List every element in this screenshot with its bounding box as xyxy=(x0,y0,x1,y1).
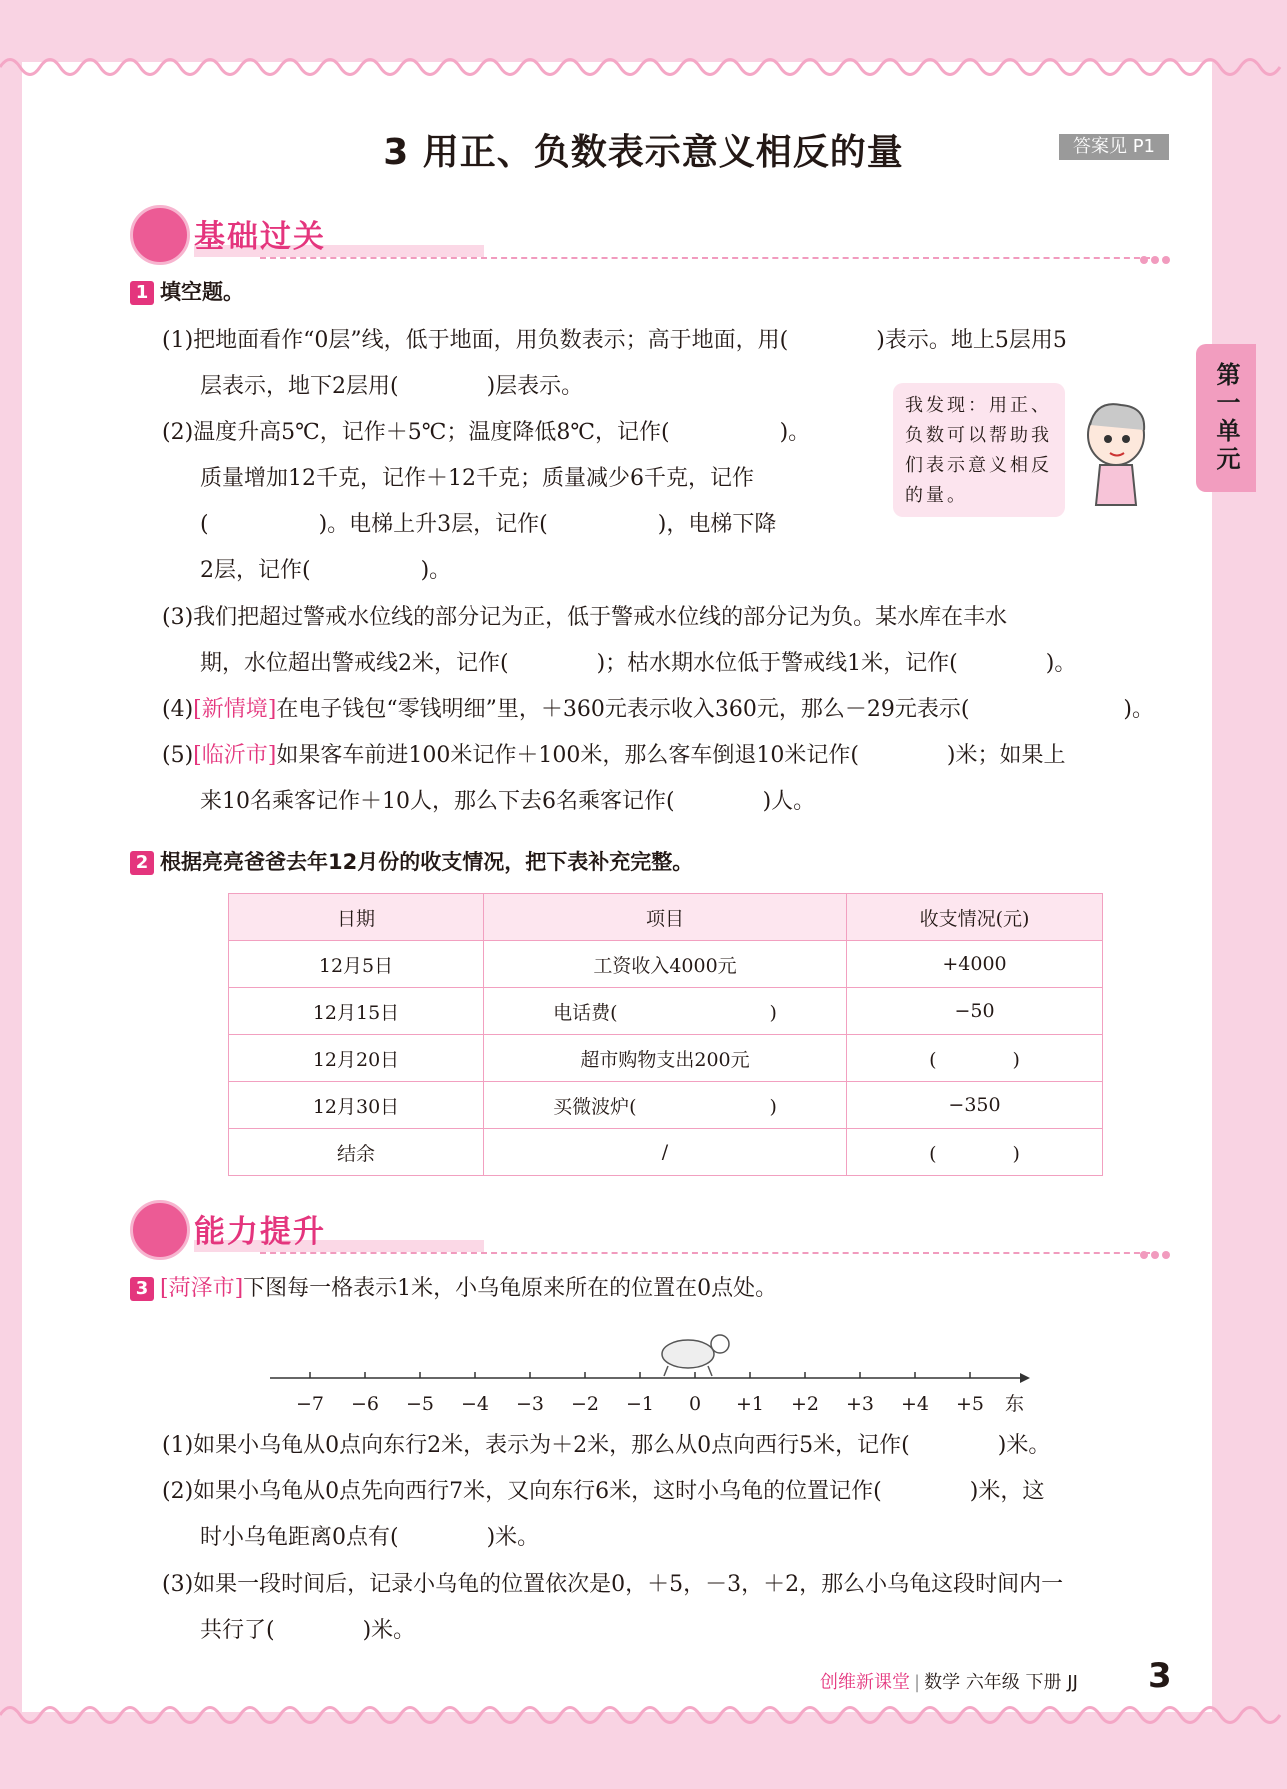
footer-edition: JJ xyxy=(1067,1672,1078,1693)
header-item: 项目 xyxy=(484,894,847,941)
tick-label: +5 xyxy=(955,1393,985,1415)
q1-line-7: (3)我们把超过警戒水位线的部分记为正，低于警戒水位线的部分记为负。某水库在丰水 xyxy=(162,605,1008,630)
q1-line-9 xyxy=(162,692,1154,723)
answer-reference: 答案见 P1 xyxy=(1059,134,1169,160)
tick-label: +2 xyxy=(790,1393,820,1415)
q3-line-2: (2)如果小乌龟从0点先向西行7米，又向东行6米，这时小乌龟的位置记作( )米，这 xyxy=(162,1479,1045,1504)
q3-number: 3 xyxy=(130,1277,154,1301)
tick-label: −4 xyxy=(460,1393,490,1415)
chapter-title: 3 用正、负数表示意义相反的量 xyxy=(383,132,904,173)
footer-volume: 下册 xyxy=(1025,1672,1062,1693)
section-advanced-label: 能力提升 xyxy=(194,1214,326,1250)
cell-item: 超市购物支出200元 xyxy=(484,1035,847,1082)
table-row xyxy=(229,988,1103,1035)
section-basic-label: 基础过关 xyxy=(194,219,326,255)
q1-line-3: (2)温度升高5℃，记作＋5℃；温度降低8℃，记作( )。 xyxy=(162,420,811,445)
cell-item: 工资收入4000元 xyxy=(484,941,847,988)
page-footer: 创维新课堂 | 数学 六年级 下册 JJ xyxy=(820,1672,1078,1693)
cell-date: 12月15日 xyxy=(229,988,484,1035)
q1-line-6: 2层，记作( )。 xyxy=(200,558,452,583)
cell-item: 买微波炉( ) xyxy=(484,1082,847,1129)
q2-title-text: 根据亮亮爸爸去年12月份的收支情况，把下表补充完整。 xyxy=(160,850,694,874)
tick-label: −6 xyxy=(350,1393,380,1415)
tick-label: −3 xyxy=(515,1393,545,1415)
dotted-divider xyxy=(260,1252,1150,1254)
q1-line-1: (1)把地面看作“0层”线，低于地面，用负数表示；高于地面，用( )表示。地上5层用5 xyxy=(162,328,1067,353)
tick-label: −5 xyxy=(405,1393,435,1415)
q3-title xyxy=(130,1271,777,1302)
tick-label: −7 xyxy=(295,1393,325,1415)
footer-subject: 数学 xyxy=(924,1672,961,1693)
cell-amount: ( ) xyxy=(847,1035,1103,1082)
cell-item: 电话费( ) xyxy=(484,988,847,1035)
q1-title-text: 填空题。 xyxy=(160,280,244,304)
header-date: 日期 xyxy=(229,894,484,941)
q1-line-11: 来10名乘客记作＋10人，那么下去6名乘客记作( )人。 xyxy=(200,789,816,814)
q1-line-10 xyxy=(162,738,1066,769)
tick-label: +3 xyxy=(845,1393,875,1415)
divider-dots-icon xyxy=(1137,249,1170,268)
cell-item: / xyxy=(484,1129,847,1176)
footer-grade: 六年级 xyxy=(965,1672,1020,1693)
q1-title xyxy=(130,276,244,306)
dotted-divider xyxy=(260,257,1150,259)
q1-part5-text: 如果客车前进100米记作＋100米，那么客车倒退10米记作( )米；如果上 xyxy=(276,743,1066,768)
q3-line-4: (3)如果一段时间后，记录小乌龟的位置依次是0，＋5，－3，＋2，那么小乌龟这段时间内一 xyxy=(162,1572,1064,1597)
income-expense-table xyxy=(228,893,1103,1176)
q1-line-2: 层表示，地下2层用( )层表示。 xyxy=(200,374,584,399)
q1-part4-label: (4) xyxy=(162,697,194,722)
cell-date: 12月5日 xyxy=(229,941,484,988)
q1-part5-label: (5) xyxy=(162,743,194,768)
q3-line-3: 时小乌龟距离0点有( )米。 xyxy=(200,1525,540,1550)
unit-side-tab: 第一单元 xyxy=(1196,344,1256,492)
turtle-icon xyxy=(662,1335,729,1376)
q2-title xyxy=(130,846,693,876)
q3-line-1: (1)如果小乌龟从0点向东行2米，表示为＋2米，那么从0点向西行5米，记作( )米。 xyxy=(162,1433,1051,1458)
cell-amount: +4000 xyxy=(847,941,1103,988)
q1-part4-text: 在电子钱包“零钱明细”里，＋360元表示收入360元，那么－29元表示( )。 xyxy=(276,697,1154,722)
page-number: 3 xyxy=(1148,1656,1172,1696)
q3-title-text: 下图每一格表示1米，小乌龟原来所在的位置在0点处。 xyxy=(243,1276,778,1301)
divider-dots-icon xyxy=(1137,1244,1170,1263)
monkey-mascot-icon xyxy=(130,1200,190,1260)
table-row xyxy=(229,1035,1103,1082)
tick-label: +4 xyxy=(900,1393,930,1415)
table-header-row xyxy=(229,894,1103,941)
q1-line-4: 质量增加12千克，记作＋12千克；质量减少6千克，记作 xyxy=(200,466,754,491)
direction-label: 东 xyxy=(1005,1393,1025,1415)
cell-date: 12月20日 xyxy=(229,1035,484,1082)
q1-line-5: ( )。电梯上升3层，记作( )，电梯下降 xyxy=(200,512,777,537)
q3-line-5: 共行了( )米。 xyxy=(200,1618,416,1643)
table-row xyxy=(229,1082,1103,1129)
top-wave-border xyxy=(0,52,1287,82)
girl-mascot-icon xyxy=(130,205,190,265)
footer-brand: 创维新课堂 xyxy=(820,1672,910,1693)
new-context-tag: [新情境] xyxy=(193,697,277,722)
header-amount: 收支情况(元) xyxy=(847,894,1103,941)
bottom-wave-border xyxy=(0,1700,1287,1730)
tick-label: +1 xyxy=(735,1393,765,1415)
section-basic-header xyxy=(130,205,1170,265)
tick-label: −1 xyxy=(625,1393,655,1415)
cell-amount: −350 xyxy=(847,1082,1103,1129)
table-row xyxy=(229,1129,1103,1176)
boy-mascot-icon xyxy=(1076,395,1156,510)
cell-date: 结余 xyxy=(229,1129,484,1176)
cell-amount: ( ) xyxy=(847,1129,1103,1176)
q1-number: 1 xyxy=(130,281,154,305)
region-tag-linyi: [临沂市] xyxy=(193,743,277,768)
section-advanced-header xyxy=(130,1200,1170,1260)
tick-label: −2 xyxy=(570,1393,600,1415)
page-sheet xyxy=(22,62,1212,1712)
q2-number: 2 xyxy=(130,851,154,875)
cell-amount: −50 xyxy=(847,988,1103,1035)
tick-label: 0 xyxy=(688,1393,702,1415)
q1-line-8: 期，水位超出警戒线2米，记作( )；枯水期水位低于警戒线1米，记作( )。 xyxy=(200,651,1077,676)
tip-bubble: 我发现：用正、负数可以帮助我们表示意义相反的量。 xyxy=(893,383,1065,517)
region-tag-heze: [菏泽市] xyxy=(160,1276,244,1301)
cell-date: 12月30日 xyxy=(229,1082,484,1129)
axis-arrow-icon xyxy=(1020,1373,1030,1383)
table-row xyxy=(229,941,1103,988)
